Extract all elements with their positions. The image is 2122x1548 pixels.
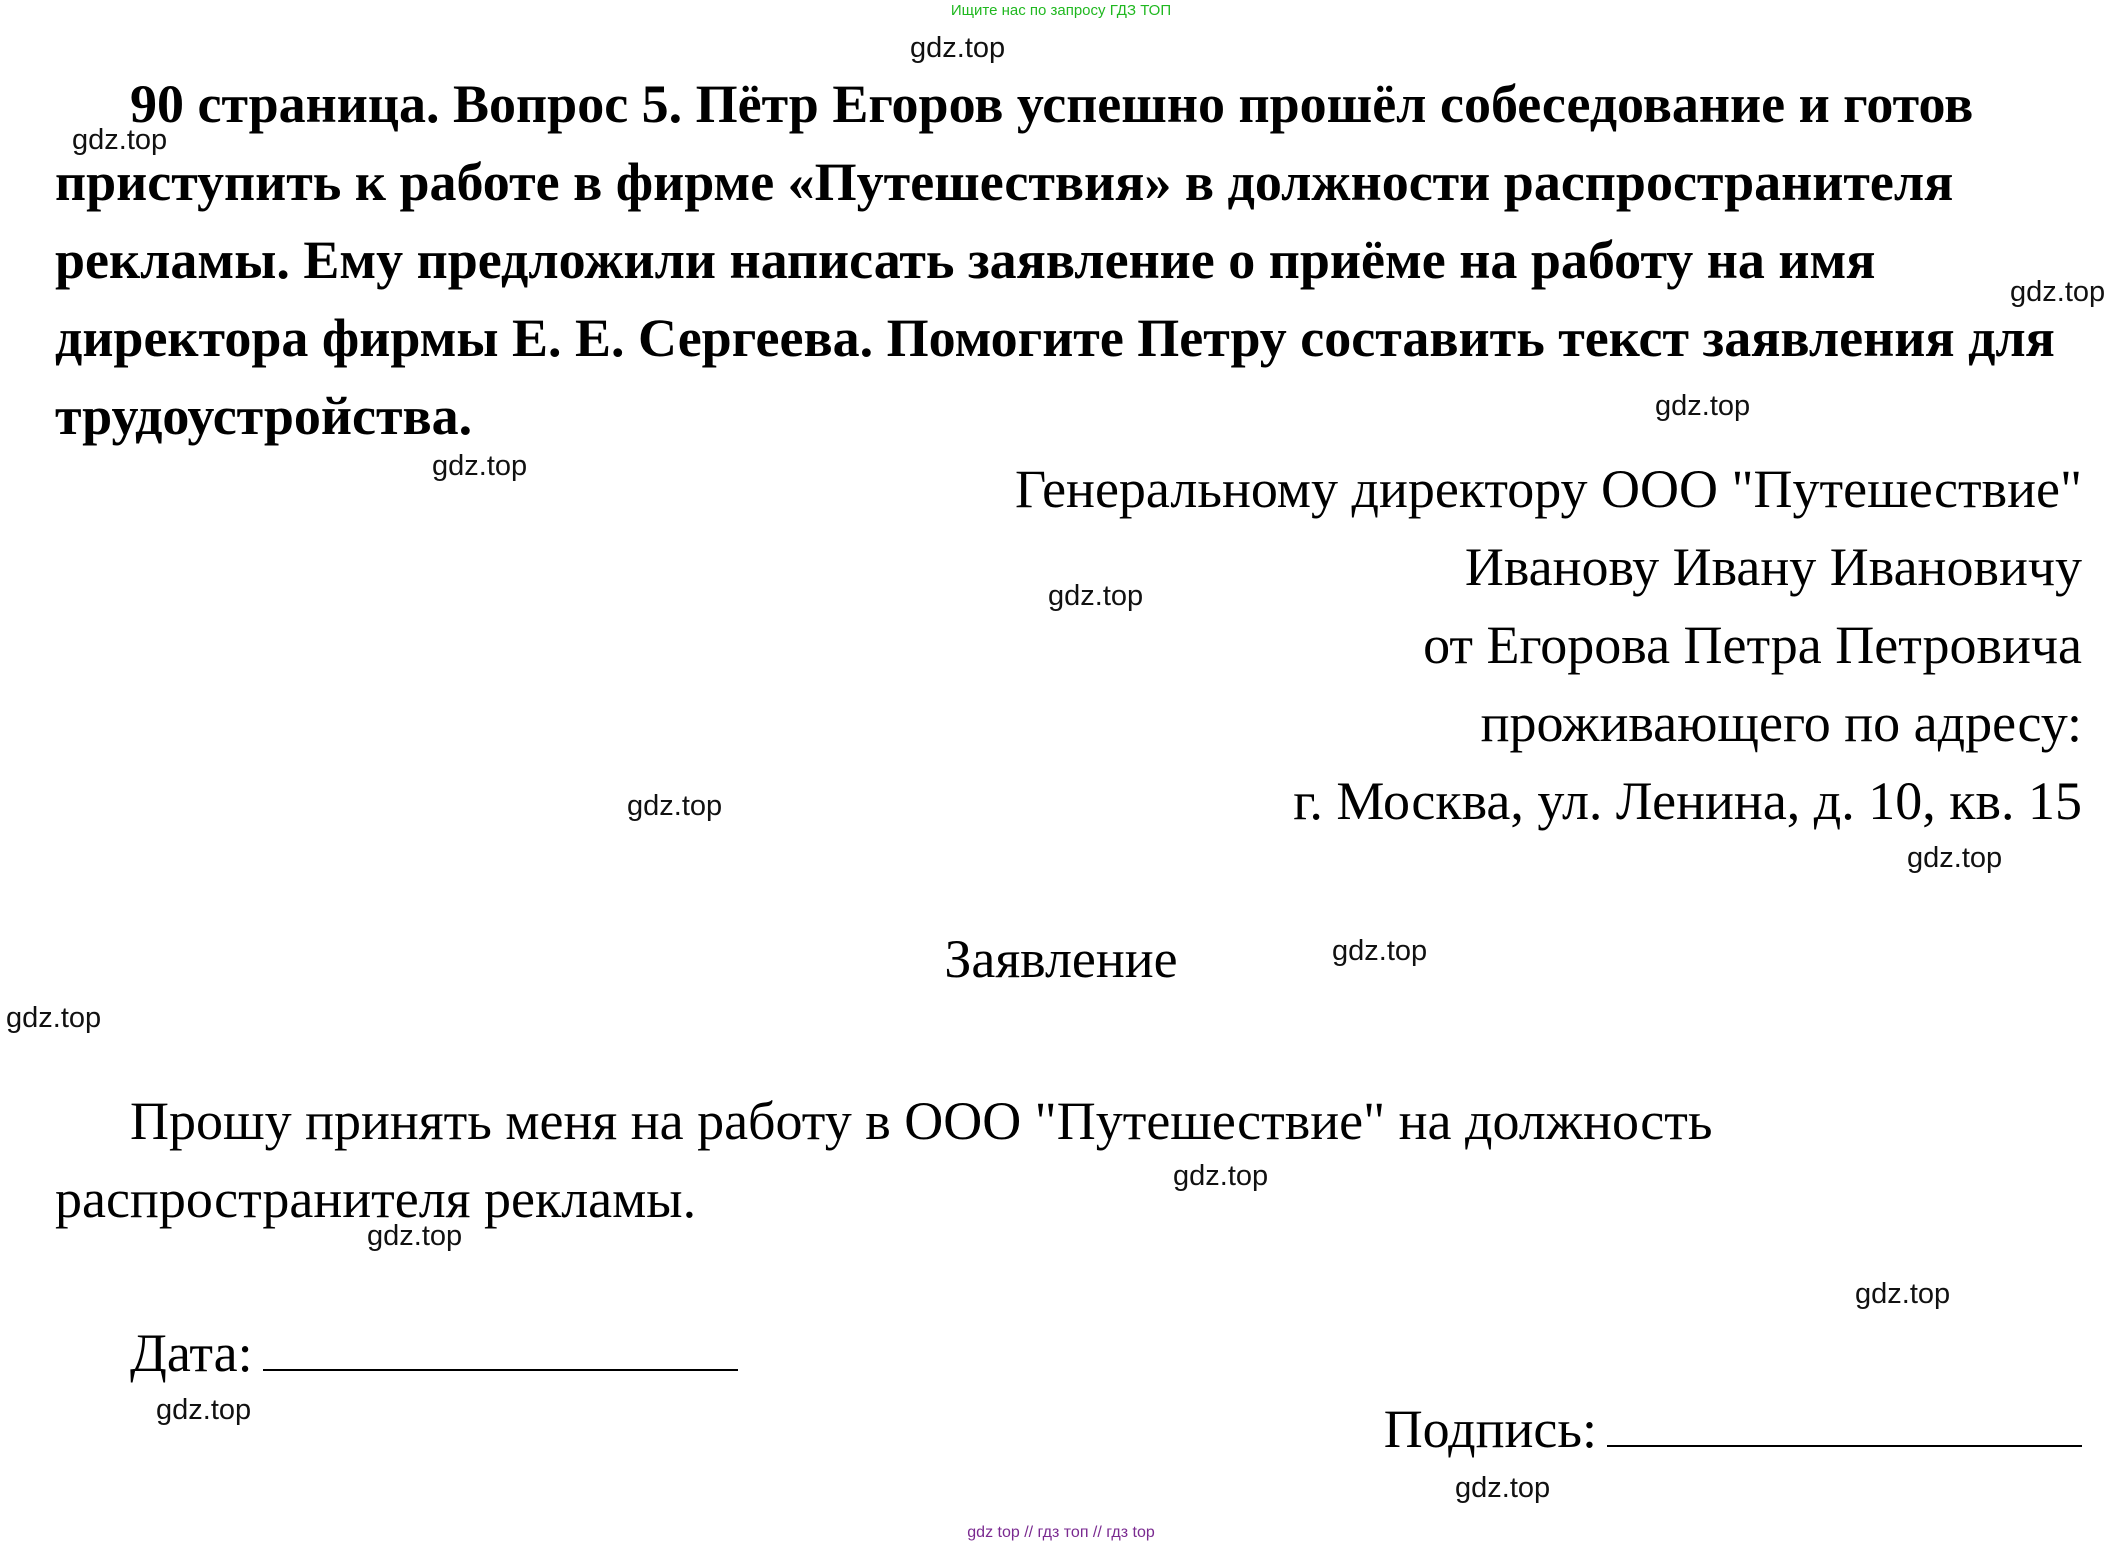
watermark: gdz.top: [367, 1220, 463, 1252]
date-blank-line: [263, 1323, 738, 1371]
watermark: gdz.top: [1855, 1278, 1951, 1310]
watermark: gdz.top: [1173, 1160, 1269, 1192]
addressee-line-5: г. Москва, ул. Ленина, д. 10, кв. 15: [1293, 771, 2082, 831]
addressee-line-2: Иванову Ивану Ивановичу: [1464, 537, 2082, 597]
watermark: gdz.top: [1048, 580, 1144, 612]
watermark: gdz.top: [156, 1394, 252, 1426]
watermark: gdz.top: [432, 450, 528, 482]
addressee-line-1: Генеральному директору ООО "Путешествие": [1014, 459, 2082, 519]
watermark: gdz.top: [72, 124, 168, 156]
watermark: gdz.top: [6, 1002, 102, 1034]
watermark: gdz.top: [627, 790, 723, 822]
signature-label: Подпись:: [1383, 1399, 1597, 1459]
document-title: Заявление: [944, 929, 1178, 989]
watermark: gdz.top: [1332, 935, 1428, 967]
watermark: gdz.top: [910, 32, 1006, 64]
watermark: gdz.top: [1455, 1472, 1551, 1504]
footer-links: gdz top // гдз топ // гдз top: [967, 1524, 1155, 1541]
application-body: Прошу принять меня на работу в ООО "Путешествие" на должность распространителя рекламы.: [55, 1091, 1713, 1229]
watermark: gdz.top: [1655, 390, 1751, 422]
watermark: gdz.top: [2010, 276, 2106, 308]
date-label: Дата:: [130, 1323, 253, 1383]
signature-field: [1384, 1398, 2082, 1460]
header-note: Ищите нас по запросу ГДЗ ТОП: [950, 2, 1172, 19]
addressee-line-4: проживающего по адресу:: [1480, 693, 2082, 753]
date-field: [130, 1322, 738, 1384]
addressee-line-3: от Егорова Петра Петровича: [1423, 615, 2082, 675]
signature-blank-line: [1607, 1399, 2082, 1447]
watermark: gdz.top: [1907, 842, 2003, 874]
question-text: 90 страница. Вопрос 5. Пётр Егоров успешно прошёл собеседование и готов приступить к работе в фирме «Путешествия» в должности распространителя рекламы. Ему предложили написать заявление о приёме на работу на имя директора фирмы Е. Е. Сергеева. Помогите Петру составить текст заявления для трудоустройства.: [55, 74, 2055, 446]
